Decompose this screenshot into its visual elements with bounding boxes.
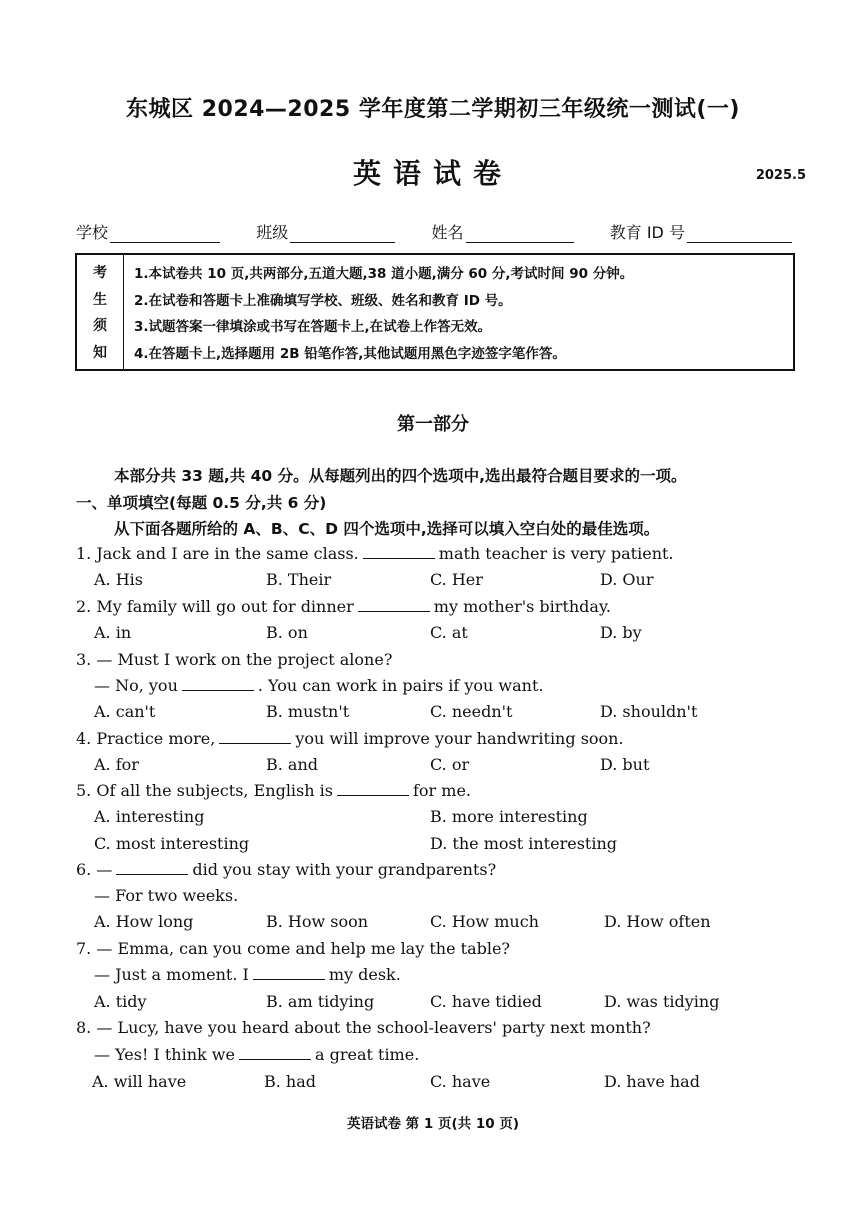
question-text: 1. Jack and I are in the same class. — [76, 544, 359, 563]
question-text: my desk. — [328, 965, 401, 984]
option-d: D. was tidying — [604, 992, 720, 1011]
option-b: B. had — [264, 1072, 317, 1091]
question-4 — [76, 729, 624, 748]
part-title: 第一部分 — [397, 414, 469, 435]
answer-blank[interactable] — [337, 781, 409, 796]
option-c: C. have tidied — [430, 992, 542, 1011]
option-d: D. the most interesting — [430, 834, 617, 853]
option-c: C. How much — [430, 912, 539, 931]
name-field — [432, 220, 574, 243]
name-label: 姓名 — [431, 223, 464, 242]
exam-title: 东城区 2024—2025 学年度第二学期初三年级统一测试(一) — [126, 97, 740, 122]
id-field — [610, 220, 792, 243]
school-label: 学校 — [76, 223, 109, 242]
id-label: 教育 ID 号 — [609, 223, 685, 242]
candidate-notice-box — [75, 253, 795, 371]
question-text: 6. — — [76, 860, 113, 879]
class-label: 班级 — [256, 223, 289, 242]
answer-blank[interactable] — [239, 1045, 311, 1060]
option-b: B. more interesting — [430, 807, 588, 826]
option-a: A. tidy — [94, 992, 147, 1011]
question-text: a great time. — [314, 1045, 420, 1064]
option-a: A. interesting — [94, 807, 205, 826]
question-8: 8. — Lucy, have you heard about the school-leavers' party next month? — [76, 1018, 651, 1037]
answer-blank[interactable] — [358, 597, 430, 612]
class-blank[interactable] — [290, 224, 395, 243]
option-a: A. for — [94, 755, 139, 774]
school-blank[interactable] — [110, 224, 220, 243]
question-3: 3. — Must I work on the project alone? — [76, 650, 393, 669]
question-text: . You can work in pairs if you want. — [257, 676, 544, 695]
id-blank[interactable] — [687, 224, 792, 243]
option-c: C. Her — [430, 570, 483, 589]
notice-item: 2.在试卷和答题卡上准确填写学校、班级、姓名和教育 ID 号。 — [134, 292, 512, 309]
student-info-row — [76, 220, 792, 243]
notice-heading — [77, 255, 124, 369]
option-b: B. Their — [266, 570, 332, 589]
option-a: A. in — [94, 623, 132, 642]
question-text: you will improve your handwriting soon. — [295, 729, 624, 748]
notice-item: 1.本试卷共 10 页,共两部分,五道大题,38 道小题,满分 60 分,考试时间 90 分钟。 — [134, 266, 634, 283]
option-a: A. How long — [94, 912, 194, 931]
question-text: — No, you — [94, 676, 178, 695]
answer-blank[interactable] — [363, 544, 435, 559]
class-field — [256, 220, 395, 243]
section-instruction: 从下面各题所给的 A、B、C、D 四个选项中,选择可以填入空白处的最佳选项。 — [114, 520, 660, 538]
option-a: A. His — [94, 570, 144, 589]
exam-subtitle: 英语试卷 — [352, 157, 513, 190]
answer-blank[interactable] — [253, 965, 325, 980]
option-b: B. How soon — [266, 912, 369, 931]
option-d: D. Our — [600, 570, 654, 589]
question-7: 7. — Emma, can you come and help me lay the table? — [76, 939, 511, 958]
notice-item: 3.试题答案一律填涂或书写在答题卡上,在试卷上作答无效。 — [134, 319, 492, 336]
notice-head-char: 生 — [93, 291, 107, 308]
notice-item: 4.在答题卡上,选择题用 2B 铅笔作答,其他试题用黑色字迹签字笔作答。 — [134, 345, 566, 362]
answer-blank[interactable] — [116, 860, 188, 875]
question-text: — Just a moment. I — [94, 965, 249, 984]
question-2 — [76, 597, 611, 616]
question-text: — Yes! I think we — [94, 1045, 235, 1064]
option-c: C. or — [430, 755, 470, 774]
question-text: for me. — [412, 781, 471, 800]
option-b: B. am tidying — [266, 992, 375, 1011]
question-text: did you stay with your grandparents? — [192, 860, 497, 879]
answer-blank[interactable] — [219, 729, 291, 744]
notice-head-char: 考 — [93, 265, 107, 282]
answer-blank[interactable] — [182, 676, 254, 691]
question-3-reply — [94, 676, 543, 695]
question-5 — [76, 781, 471, 800]
name-blank[interactable] — [466, 224, 574, 243]
option-b: B. and — [266, 755, 319, 774]
option-b: B. on — [266, 623, 308, 642]
question-7-reply — [94, 965, 401, 984]
question-text: my mother's birthday. — [433, 597, 611, 616]
option-d: D. but — [600, 755, 650, 774]
part-intro: 本部分共 33 题,共 40 分。从每题列出的四个选项中,选出最符合题目要求的一项。 — [114, 467, 687, 485]
question-6-reply: — For two weeks. — [94, 886, 239, 905]
question-text: 2. My family will go out for dinner — [76, 597, 354, 616]
question-6 — [76, 860, 496, 879]
question-8-reply — [94, 1045, 419, 1064]
option-d: D. shouldn't — [600, 702, 698, 721]
option-a: A. will have — [92, 1072, 187, 1091]
option-d: D. have had — [604, 1072, 700, 1091]
question-text: math teacher is very patient. — [438, 544, 674, 563]
option-c: C. needn't — [430, 702, 513, 721]
exam-date: 2025.5 — [755, 168, 806, 183]
notice-head-char: 须 — [93, 318, 107, 335]
question-1 — [76, 544, 674, 563]
page-footer: 英语试卷 第 1 页(共 10 页) — [346, 1116, 520, 1132]
notice-items — [124, 255, 793, 369]
notice-head-char: 知 — [93, 344, 107, 361]
option-c: C. at — [430, 623, 468, 642]
option-d: D. by — [600, 623, 642, 642]
option-d: D. How often — [604, 912, 711, 931]
question-text: 4. Practice more, — [76, 729, 216, 748]
option-c: C. most interesting — [94, 834, 250, 853]
option-c: C. have — [430, 1072, 491, 1091]
option-b: B. mustn't — [266, 702, 350, 721]
school-field — [76, 220, 220, 243]
section-title: 一、单项填空(每题 0.5 分,共 6 分) — [76, 494, 327, 512]
question-text: 5. Of all the subjects, English is — [76, 781, 333, 800]
option-a: A. can't — [94, 702, 156, 721]
